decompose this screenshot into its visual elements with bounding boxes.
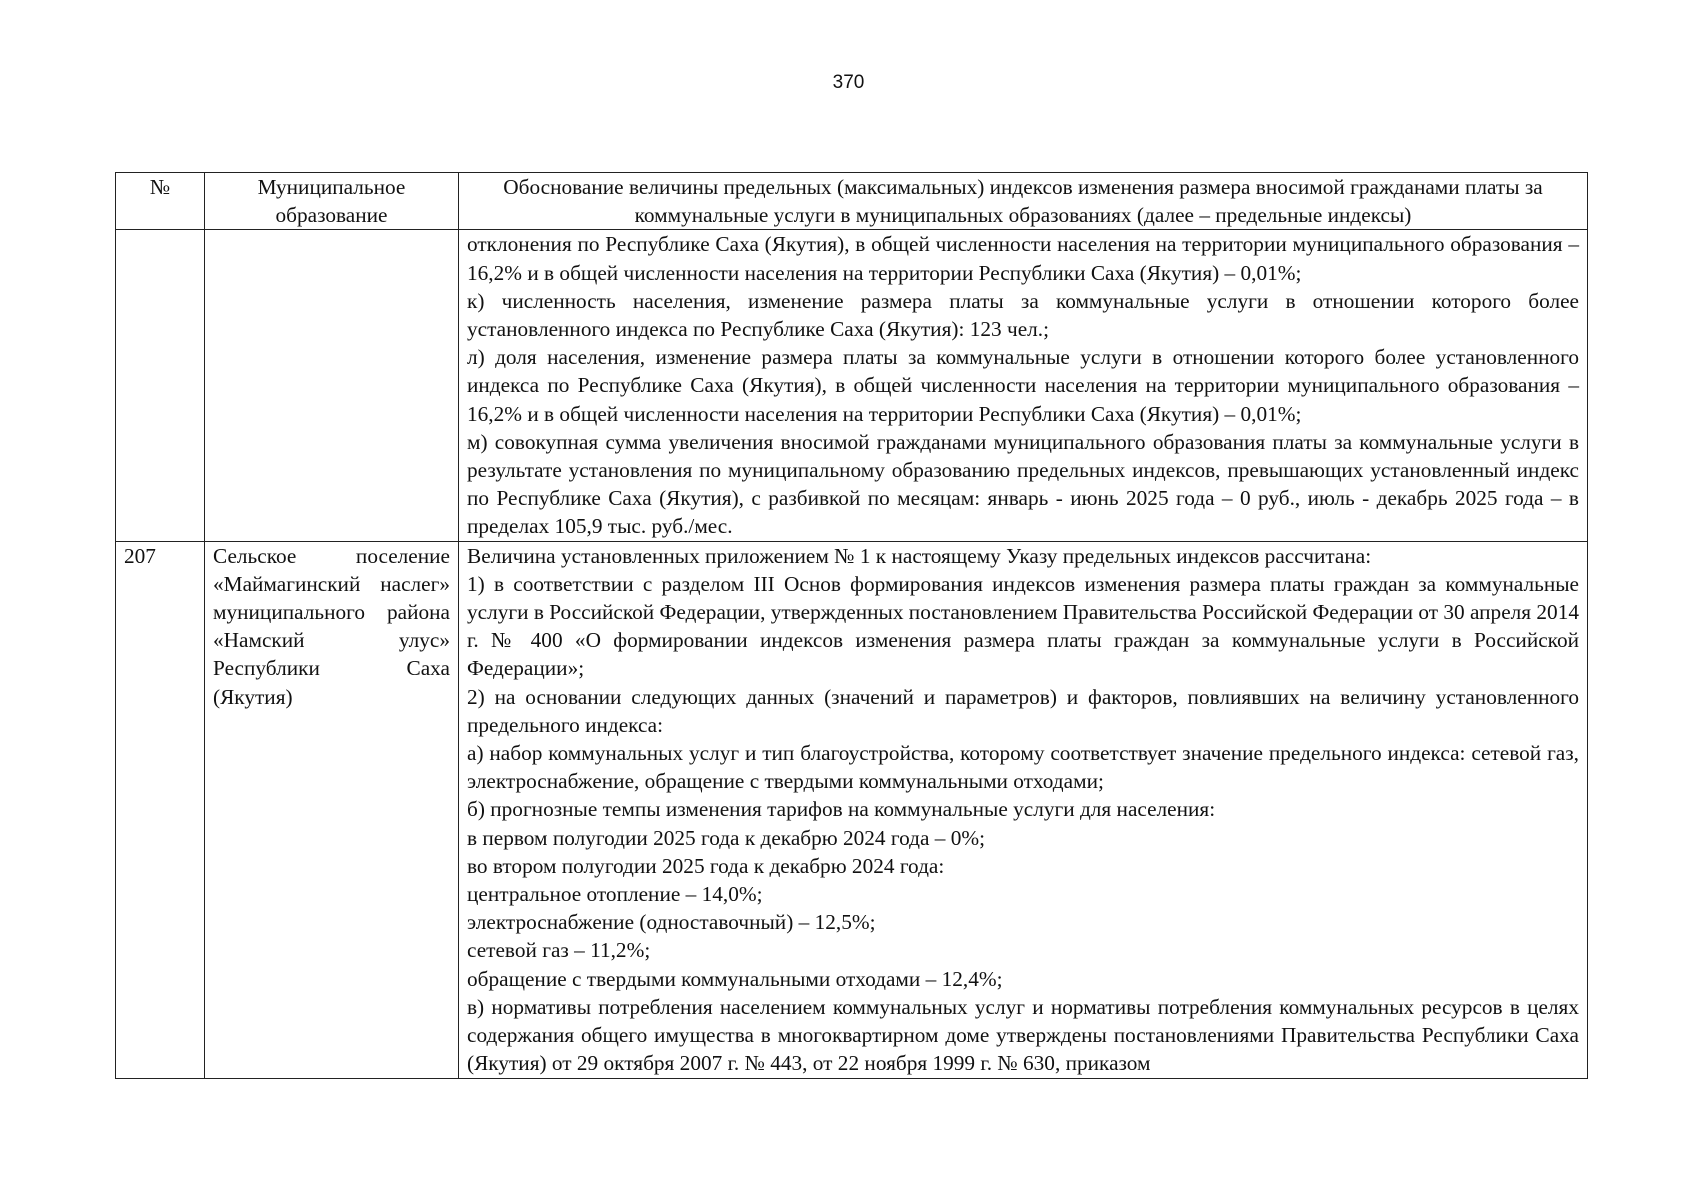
header-justification: Обоснование величины предельных (максимальных) индексов изменения размера вносимой гражданами платы за коммунальные услуги в муниципальных образованиях (далее – предельные индексы) [459, 173, 1588, 230]
header-number: № [116, 173, 205, 230]
header-municipality: Муниципальное образование [205, 173, 459, 230]
justification-paragraph: в) нормативы потребления населением коммунальных услуг и нормативы потребления коммунальных ресурсов в целях содержания общего имущества в многоквартирном доме утверждены постановлениями Правительства Республики Саха (Якутия) от 29 октября 2007 г. № 443, от 22 ноября 1999 г. № 630, приказом [467, 994, 1579, 1076]
justification-paragraph: б) прогнозные темпы изменения тарифов на коммунальные услуги для населения: [467, 797, 1216, 822]
justification-paragraph: 1) в соответствии с разделом III Основ формирования индексов изменения размера платы граждан за коммунальные услуги в Российской Федерации, утвержденных постановлением Правительства Российской Федерации от 30 апреля 2014 г. № 400 «О формировании индексов изменения размера платы граждан за коммунальные услуги в Российской Федерации»; [467, 571, 1579, 681]
justification-paragraph: к) численность населения, изменение размера платы за коммунальные услуги в отношении которого более установленного индекса по Республике Саха (Якутия): 123 чел.; [467, 288, 1579, 342]
table-header-row [116, 173, 1588, 230]
table-row [116, 230, 1588, 541]
row-municipality-cell: Сельское поселение «Маймагинский наслег» муниципального района «Намский улус» Республики Саха (Якутия) [205, 541, 459, 1078]
row-justification-cell [459, 541, 1588, 1078]
justification-paragraph: центральное отопление – 14,0%; [467, 882, 763, 907]
row-municipality-cell [205, 230, 459, 541]
row-number-cell: 207 [116, 541, 205, 1078]
row-number-cell [116, 230, 205, 541]
justification-paragraph: Величина установленных приложением № 1 к настоящему Указу предельных индексов рассчитана: [467, 543, 1372, 568]
justification-paragraph: 2) на основании следующих данных (значений и параметров) и факторов, повлиявших на величину установленного предельного индекса: [467, 684, 1579, 737]
justification-paragraph: в первом полугодии 2025 года к декабрю 2024 года – 0%; [467, 825, 986, 850]
table-row [116, 541, 1588, 1078]
justification-paragraph: л) доля населения, изменение размера платы за коммунальные услуги в отношении которого более установленного индекса по Республике Саха (Якутия), в общей численности населения на территории муниципального образования – 16,2% и в общей численности населения на территории Республики Саха (Якутия) – 0,01%; [467, 345, 1579, 426]
row-justification-cell [459, 230, 1588, 541]
justification-paragraph: электроснабжение (одноставочный) – 12,5%; [467, 910, 876, 935]
justification-paragraph: отклонения по Республике Саха (Якутия), в общей численности населения на территории муниципального образования – 16,2% и в общей численности населения на территории Республики Саха (Якутия) – 0,01%; [467, 232, 1579, 285]
justification-paragraph: во втором полугодии 2025 года к декабрю 2024 года: [467, 853, 945, 878]
justification-paragraph: обращение с твердыми коммунальными отходами – 12,4%; [467, 966, 1003, 991]
page-number: 370 [832, 72, 865, 93]
justification-paragraph: сетевой газ – 11,2%; [467, 938, 651, 963]
index-justification-table [115, 172, 1588, 1079]
justification-paragraph: а) набор коммунальных услуг и тип благоустройства, которому соответствует значение предельного индекса: сетевой газ, электроснабжение, обращение с твердыми коммунальными отходами; [467, 741, 1579, 794]
justification-paragraph: м) совокупная сумма увеличения вносимой гражданами муниципального образования платы за коммунальные услуги в результате установления по муниципальному образованию предельных индексов, превышающих установленный индекс по Республике Саха (Якутия), с разбивкой по месяцам: январь - июнь 2025 года – 0 руб., июль - декабрь 2025 года – в пределах 105,9 тыс. руб./мес. [467, 429, 1579, 539]
